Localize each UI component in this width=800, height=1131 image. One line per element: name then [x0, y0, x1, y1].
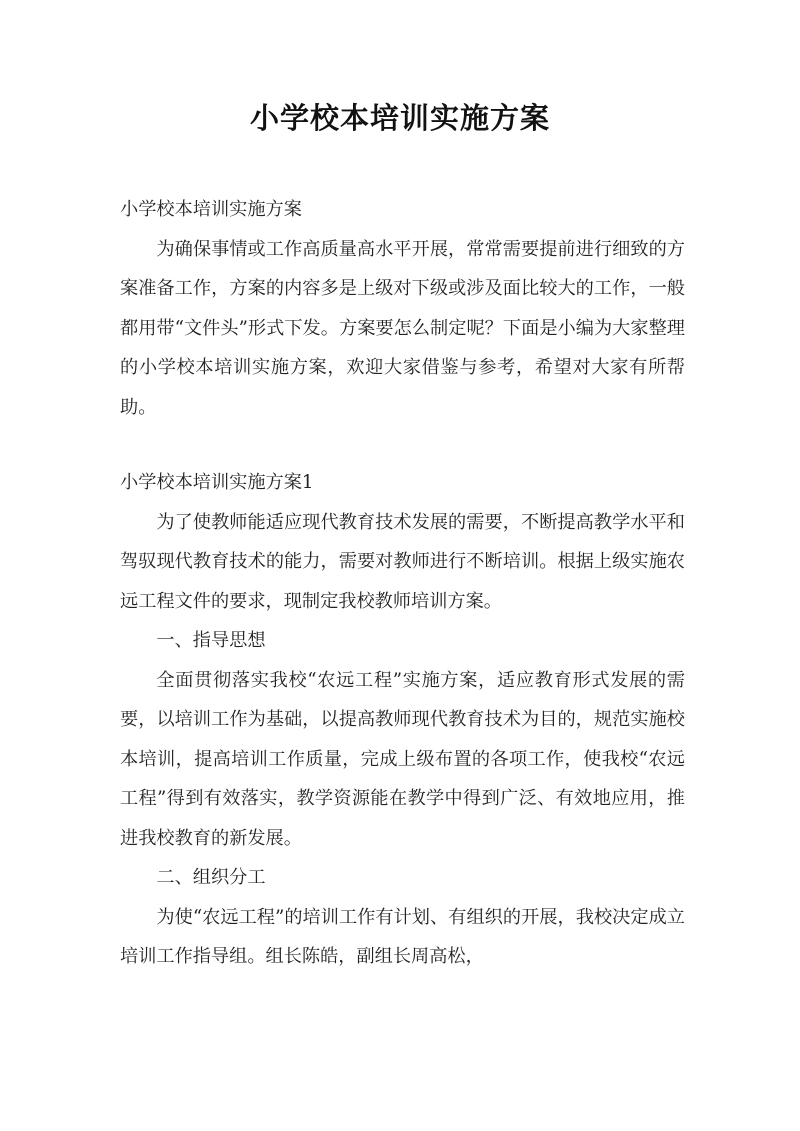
document-title: 小学校本培训实施方案 — [249, 101, 550, 135]
guiding-ideology-paragraph: 全面贯彻落实我校“农远工程”实施方案，适应教育形式发展的需要，以培训工作为基础，以提高教师现代教育技术为目的，规范实施校本培训，提高培训工作质量，完成上级布置的各项工作，使我校“农远工程”得到有效落实，教学资源能在教学中得到广泛、有效地应用，推进我校教育的新发展。 — [120, 669, 685, 849]
intro-paragraph: 为确保事情或工作高质量高水平开展，常常需要提前进行细致的方案准备工作，方案的内容多是上级对下级或涉及面比较大的工作，一般都用带“文件头”形式下发。方案要怎么制定呢？下面是小编为大家整理的小学校本培训实施方案，欢迎大家借鉴与参考，希望对大家有所帮助。 — [120, 238, 685, 418]
subtitle-paragraph: 小学校本培训实施方案 — [120, 199, 302, 220]
plan-1-intro-paragraph: 为了使教师能适应现代教育技术发展的需要，不断提高教学水平和驾驭现代教育技术的能力，需要对教师进行不断培训。根据上级实施农远工程文件的要求，现制定我校教师培训方案。 — [120, 511, 685, 612]
heading-guiding-ideology: 一、指导思想 — [156, 630, 266, 651]
heading-organization-division: 二、组织分工 — [156, 867, 266, 888]
section-heading-plan-1: 小学校本培训实施方案1 — [120, 472, 314, 493]
document-body — [120, 190, 685, 977]
organization-division-paragraph: 为使“农远工程”的培训工作有计划、有组织的开展，我校决定成立培训工作指导组。组长陈皓，副组长周高松， — [120, 906, 685, 967]
